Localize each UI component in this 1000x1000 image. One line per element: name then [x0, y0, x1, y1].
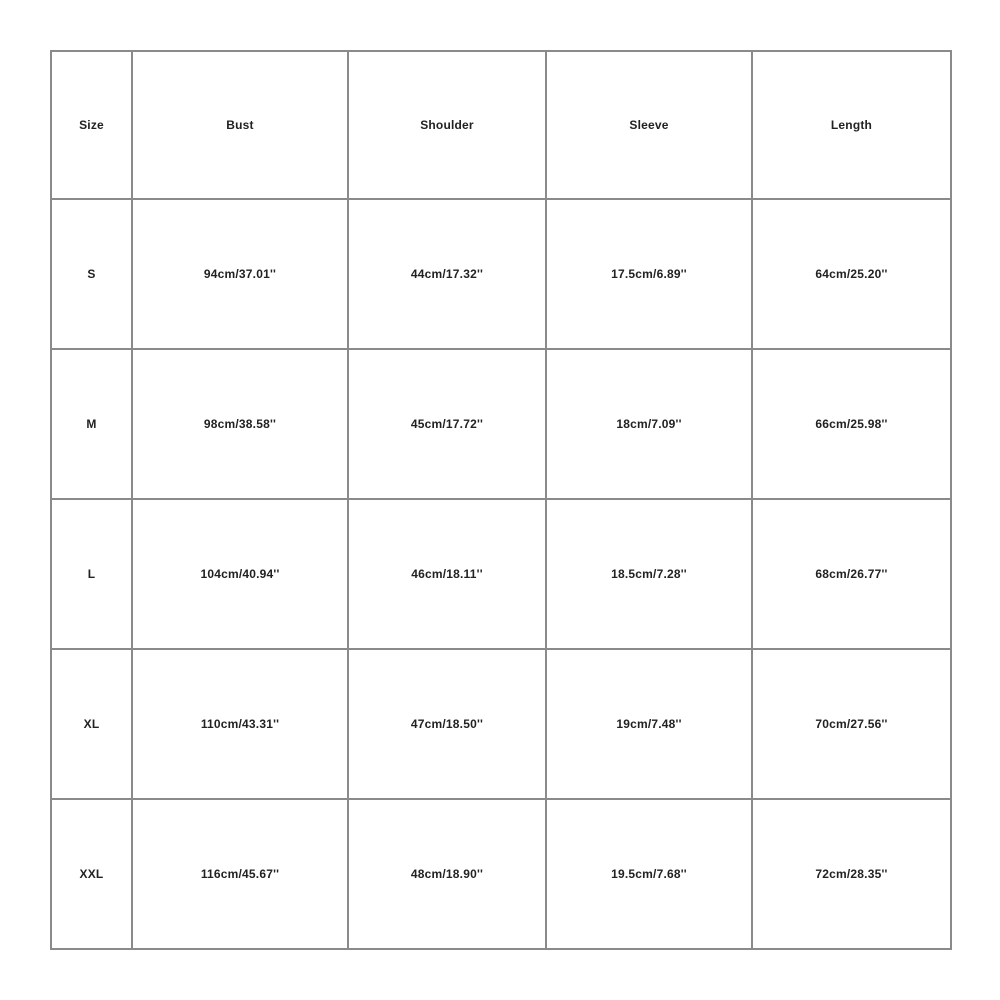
cell-size: S [51, 199, 132, 349]
cell-shoulder: 48cm/18.90'' [348, 799, 546, 949]
cell-bust: 98cm/38.58'' [132, 349, 348, 499]
cell-sleeve: 18cm/7.09'' [546, 349, 752, 499]
cell-bust: 104cm/40.94'' [132, 499, 348, 649]
cell-length: 66cm/25.98'' [752, 349, 951, 499]
header-row [51, 51, 951, 199]
cell-shoulder: 47cm/18.50'' [348, 649, 546, 799]
cell-sleeve: 19.5cm/7.68'' [546, 799, 752, 949]
cell-shoulder: 45cm/17.72'' [348, 349, 546, 499]
cell-sleeve: 19cm/7.48'' [546, 649, 752, 799]
table-row [51, 199, 951, 349]
cell-sleeve: 17.5cm/6.89'' [546, 199, 752, 349]
table-row [51, 499, 951, 649]
table-row [51, 649, 951, 799]
header-shoulder: Shoulder [348, 51, 546, 199]
cell-length: 64cm/25.20'' [752, 199, 951, 349]
cell-length: 70cm/27.56'' [752, 649, 951, 799]
header-length: Length [752, 51, 951, 199]
cell-bust: 110cm/43.31'' [132, 649, 348, 799]
cell-bust: 94cm/37.01'' [132, 199, 348, 349]
header-bust: Bust [132, 51, 348, 199]
cell-size: XXL [51, 799, 132, 949]
table-row [51, 349, 951, 499]
cell-shoulder: 46cm/18.11'' [348, 499, 546, 649]
cell-length: 68cm/26.77'' [752, 499, 951, 649]
cell-size: XL [51, 649, 132, 799]
cell-size: M [51, 349, 132, 499]
table-row [51, 799, 951, 949]
cell-size: L [51, 499, 132, 649]
size-chart-table [50, 50, 952, 950]
header-sleeve: Sleeve [546, 51, 752, 199]
cell-shoulder: 44cm/17.32'' [348, 199, 546, 349]
header-size: Size [51, 51, 132, 199]
cell-length: 72cm/28.35'' [752, 799, 951, 949]
cell-sleeve: 18.5cm/7.28'' [546, 499, 752, 649]
cell-bust: 116cm/45.67'' [132, 799, 348, 949]
